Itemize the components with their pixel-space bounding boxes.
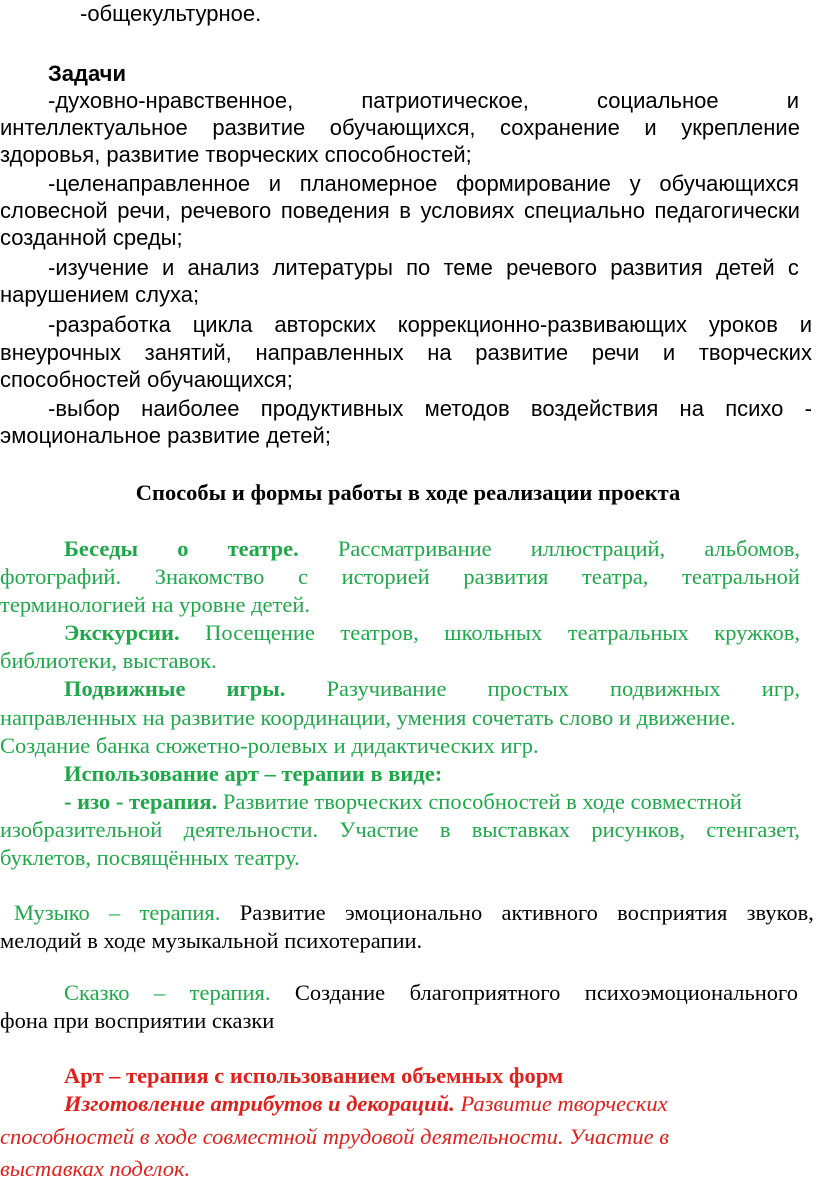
task-5-line-1 bbox=[48, 395, 812, 422]
talks-line-2 bbox=[0, 563, 800, 590]
word: Рассматривание bbox=[337, 536, 492, 561]
word: Развитие bbox=[239, 900, 326, 925]
word: в bbox=[439, 817, 451, 842]
word: и bbox=[786, 88, 799, 113]
methods-heading: Способы и формы работы в ходе реализации проекта bbox=[135, 480, 681, 505]
task-2-line-2 bbox=[0, 197, 800, 224]
word: восприятия bbox=[617, 900, 728, 925]
word: поведения bbox=[280, 198, 390, 223]
word: психоэмоционального bbox=[584, 980, 798, 1005]
word: - bbox=[804, 396, 812, 421]
word: психо bbox=[725, 396, 784, 421]
props-line-1 bbox=[64, 1090, 668, 1117]
word: Подвижные bbox=[64, 676, 186, 701]
word: у bbox=[629, 171, 641, 196]
word: Создание bbox=[294, 980, 386, 1005]
word: изобразительной bbox=[0, 817, 163, 842]
word: и bbox=[644, 115, 657, 140]
word: выставках bbox=[471, 817, 571, 842]
word: социальное bbox=[597, 88, 719, 113]
word: на bbox=[679, 396, 704, 421]
word: -разработка bbox=[48, 312, 171, 337]
task-4-line-1 bbox=[48, 311, 812, 338]
word: простых bbox=[487, 676, 569, 701]
word: направленных bbox=[255, 340, 404, 365]
games-line-2: направленных на развитие координации, умения сочетать слово и движение. bbox=[0, 705, 736, 730]
izo-line-1 bbox=[64, 788, 742, 815]
fairy-line-2: фона при восприятии сказки bbox=[0, 1008, 275, 1033]
word: Музыко bbox=[14, 900, 90, 925]
word: и bbox=[799, 312, 812, 337]
izo-line-2 bbox=[0, 816, 800, 843]
izo-line-3: буклетов, посвящённых театру. bbox=[0, 845, 300, 870]
word: творческих bbox=[698, 340, 812, 365]
props-line-2: способностей в ходе совместной трудовой деятельности. Участие в bbox=[0, 1124, 670, 1149]
word: Разучивание bbox=[326, 676, 447, 701]
word: развития bbox=[463, 564, 549, 589]
word: развитие bbox=[212, 115, 306, 140]
word: укрепление bbox=[681, 115, 800, 140]
word: рисунков, bbox=[591, 817, 685, 842]
word: развитие bbox=[475, 340, 569, 365]
task-4-line-3: способностей обучающихся; bbox=[0, 367, 293, 392]
word: игры. bbox=[226, 676, 286, 701]
word: театре. bbox=[227, 536, 299, 561]
talks-line-3: терминологией на уровне детей. bbox=[0, 592, 311, 617]
word: воздействия bbox=[530, 396, 659, 421]
word: Знакомство bbox=[154, 564, 265, 589]
word: -целенаправленное bbox=[48, 171, 251, 196]
izo-label: - изо - терапия. bbox=[64, 789, 218, 814]
games-line-1 bbox=[64, 675, 800, 702]
word: подвижных bbox=[609, 676, 721, 701]
word: – bbox=[109, 900, 121, 925]
excursions-line-2: библиотеки, выставок. bbox=[0, 648, 217, 673]
props-line-3: выставках поделок. bbox=[0, 1156, 191, 1181]
word: детей bbox=[715, 255, 775, 280]
word: речи, bbox=[117, 198, 171, 223]
word: иллюстраций, bbox=[530, 536, 666, 561]
volume-forms-heading: Арт – терапия с использованием объемных форм bbox=[64, 1063, 564, 1088]
word: планомерное bbox=[299, 171, 438, 196]
word: театральных bbox=[567, 620, 689, 645]
word: речи bbox=[591, 340, 640, 365]
fairy-line-1 bbox=[64, 979, 798, 1006]
word: Беседы bbox=[64, 536, 139, 561]
word: театральной bbox=[682, 564, 800, 589]
word: – bbox=[153, 980, 166, 1005]
task-3-line-2: нарушением слуха; bbox=[0, 282, 200, 307]
word: -изучение bbox=[48, 255, 149, 280]
word: деятельности. bbox=[183, 817, 319, 842]
word: развития bbox=[610, 255, 703, 280]
word: звуков, bbox=[746, 900, 814, 925]
task-3-line-1 bbox=[48, 254, 799, 281]
word: фотографий. bbox=[0, 564, 122, 589]
word: и bbox=[162, 255, 175, 280]
word: школьных bbox=[444, 620, 543, 645]
word: игр, bbox=[761, 676, 800, 701]
word: патриотическое, bbox=[361, 88, 529, 113]
word: благоприятного bbox=[409, 980, 561, 1005]
word: альбомов, bbox=[704, 536, 800, 561]
word: на bbox=[427, 340, 452, 365]
word: обучающихся, bbox=[329, 115, 476, 140]
props-label: Изготовление атрибутов и декораций. bbox=[64, 1091, 455, 1116]
word: активного bbox=[501, 900, 598, 925]
word: цикла bbox=[192, 312, 253, 337]
word: речевого bbox=[180, 198, 272, 223]
task-4-line-2 bbox=[0, 339, 812, 366]
word: педагогически bbox=[654, 198, 800, 223]
word: и bbox=[268, 171, 282, 196]
word: терапия. bbox=[139, 900, 221, 925]
word: уроков bbox=[708, 312, 778, 337]
word: Экскурсии. bbox=[64, 620, 180, 645]
word: специально bbox=[523, 198, 645, 223]
izo-text: Развитие творческих способностей в ходе совместной bbox=[217, 789, 742, 814]
task-1-line-2 bbox=[0, 114, 800, 141]
word: -выбор bbox=[48, 396, 120, 421]
task-5-line-2: эмоциональное развитие детей; bbox=[0, 423, 331, 448]
task-2-line-1 bbox=[48, 170, 799, 197]
word: внеурочных bbox=[0, 340, 121, 365]
word: продуктивных bbox=[260, 396, 404, 421]
word: -духовно-нравственное, bbox=[48, 88, 294, 113]
word: литературы bbox=[272, 255, 393, 280]
word: Сказко bbox=[64, 980, 130, 1005]
word: наиболее bbox=[141, 396, 240, 421]
word: занятий, bbox=[144, 340, 232, 365]
word: словесной bbox=[0, 198, 108, 223]
word: по bbox=[406, 255, 431, 280]
word: формирование bbox=[456, 171, 611, 196]
word: эмоционально bbox=[344, 900, 483, 925]
word: Посещение bbox=[205, 620, 315, 645]
word: условиях bbox=[420, 198, 515, 223]
music-line-2: мелодий в ходе музыкальной психотерапии. bbox=[0, 928, 423, 953]
word: историей bbox=[341, 564, 430, 589]
word: и bbox=[662, 340, 676, 365]
word: Участие bbox=[339, 817, 419, 842]
word: с bbox=[297, 564, 308, 589]
art-therapy-heading: Использование арт – терапии в виде: bbox=[64, 761, 443, 786]
word: театра, bbox=[581, 564, 649, 589]
task-1-line-1 bbox=[48, 87, 799, 114]
word: кружков, bbox=[714, 620, 800, 645]
word: театров, bbox=[340, 620, 419, 645]
music-line-1 bbox=[14, 899, 814, 926]
word: сохранение bbox=[500, 115, 620, 140]
excursions-line-1 bbox=[64, 619, 800, 646]
word: о bbox=[177, 536, 189, 561]
top-line: -общекультурное. bbox=[80, 1, 262, 26]
word: теме bbox=[443, 255, 493, 280]
word: коррекционно-развивающих bbox=[397, 312, 688, 337]
props-text: Развитие творческих bbox=[454, 1091, 668, 1116]
word: анализ bbox=[187, 255, 260, 280]
word: с bbox=[787, 255, 799, 280]
tasks-heading: Задачи bbox=[48, 61, 126, 86]
word: обучающихся bbox=[659, 171, 799, 196]
talks-line-1 bbox=[64, 535, 800, 562]
task-2-line-3: созданной среды; bbox=[0, 225, 183, 250]
word: речевого bbox=[506, 255, 597, 280]
word: авторских bbox=[274, 312, 376, 337]
games-line-3: Создание банка сюжетно-ролевых и дидактических игр. bbox=[0, 733, 539, 758]
word: стенгазет, bbox=[706, 817, 800, 842]
task-1-line-3: здоровья, развитие творческих способностей; bbox=[0, 142, 472, 167]
word: методов bbox=[424, 396, 510, 421]
word: терапия. bbox=[189, 980, 271, 1005]
word: в bbox=[399, 198, 411, 223]
word: интеллектуальное bbox=[0, 115, 188, 140]
